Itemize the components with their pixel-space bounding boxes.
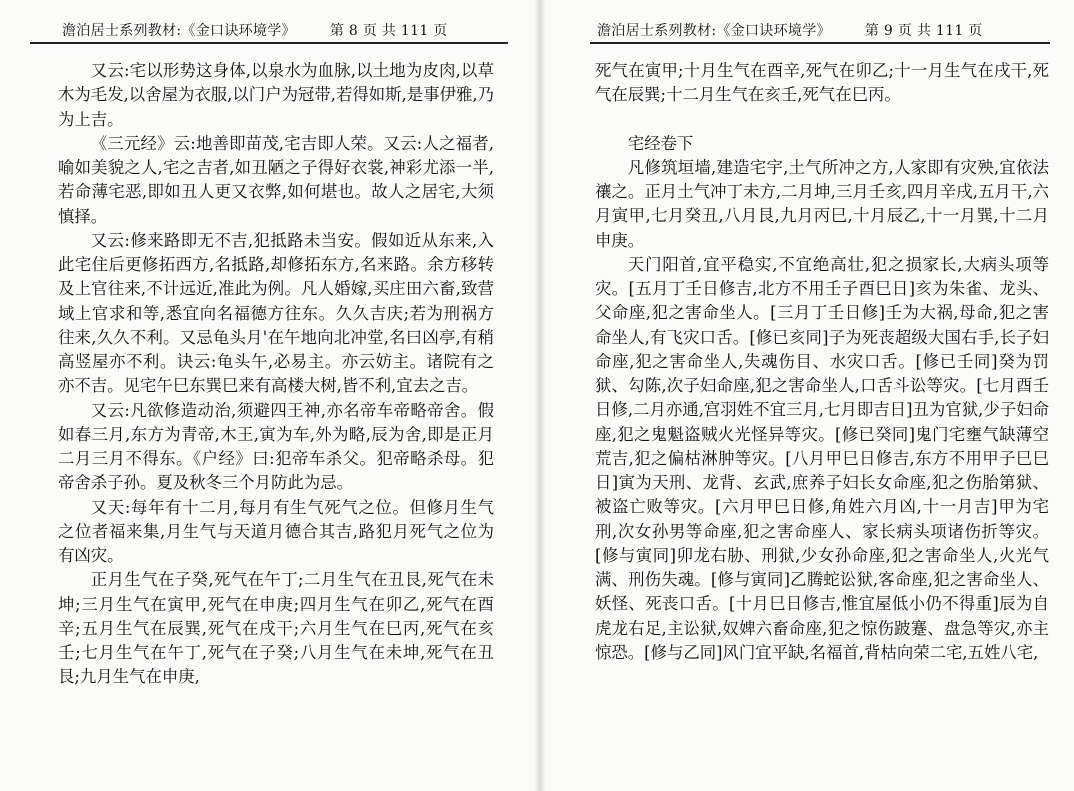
paragraph: 又天:每年有十二月,每月有生气死气之位。但修月生气之位者福来集,月生气与天道月德合其吉,路犯月死气之位为有凶灾。 (58, 497, 494, 565)
header-rule (30, 42, 508, 44)
paragraph: 又云:凡欲修造动治,须避四王神,亦名帝车帝略帝舍。假如春三月,东方为青帝,木王,寅为车,外为略,辰为舍,即是正月二月三月不得东。《户经》曰:犯帝车杀父。犯帝略杀母。犯帝舍杀子孙。夏及秋冬三个月防此为忌。 (58, 400, 494, 493)
paragraph: 死气在寅甲;十月生气在酉辛,死气在卯乙;十一月生气在戌干,死气在辰巽;十二月生气在亥壬,死气在巳丙。 (595, 61, 1049, 105)
header-page-number: 第 9 页 共 111 页 (864, 23, 983, 39)
header-page-number: 第 8 页 共 111 页 (329, 23, 448, 39)
page-header (62, 20, 448, 40)
page-header (597, 20, 983, 40)
page-body (595, 59, 1049, 665)
book-gutter (535, 0, 545, 791)
header-rule (590, 42, 1050, 44)
paragraph: 《三元经》云:地善即苗茂,宅吉即人荣。又云:人之福者,喻如美貌之人,宅之吉者,如丑陋之子得好衣裳,神彩尤添一半,若命薄宅恶,即如丑人更又衣弊,如何堪也。故人之居宅,大须慎择。 (58, 133, 494, 226)
right-page (545, 0, 1074, 791)
header-title: 澹泊居士系列教材:《金口诀环境学》 (62, 23, 296, 39)
left-page (0, 0, 535, 791)
section-heading: 宅经卷下 (627, 133, 694, 153)
paragraph: 凡修筑垣墙,建造宅宇,土气所冲之方,人家即有灾殃,宜依法禳之。正月土气冲丁未方,二月坤,三月壬亥,四月辛戌,五月干,六月寅甲,七月癸丑,八月艮,九月丙巳,十月辰乙,十一月巽,十二月申庚。 (595, 157, 1049, 250)
paragraph: 天门阳首,宜平稳实,不宜绝高壮,犯之损家长,大病头项等灾。[五月丁壬日修吉,北方不用壬子酉巳日]亥为朱雀、龙头、父命座,犯之害命坐人。[三月丁壬日修]壬为大祸,母命,犯之害命坐人,有飞灾口舌。[修已亥同]子为死丧超级大国右手,长子妇命座,犯之害命坐人,失魂伤目、水灾口舌。[修已壬同]癸为罚狱、勾陈,次子妇命座,犯之害命坐人,口舌斗讼等灾。[七月酉壬日修,二月亦通,宫羽姓不宜三月,七月即吉日]丑为官狱,少子妇命座,犯之鬼魁盗贼火光怪异等灾。[修已癸同]鬼门宅壅气缺薄空荒吉,犯之偏枯淋肿等灾。[八月甲巳日修吉,东方不用甲子巳巳日]寅为天刑、龙背、玄武,庶养子妇长女命座,犯之伤胎第狱、被盗亡败等灾。[六月甲巳日修,角姓六月凶,十一月吉]甲为宅刑,次女孙男等命座,犯之害命座人、家长病头项诸伤折等灾。[修与寅同]卯龙右胁、刑狱,少女孙命座,犯之害命坐人,火光气满、刑伤失魂。[修与寅同]乙腾蛇讼狱,客命座,犯之害命坐人、妖怪、死丧口舌。[十月巳日修吉,惟宜屋低小仍不得重]辰为自虎龙右足,主讼狱,奴婢六畜命座,犯之惊伤跛蹇、盘急等灾,亦主惊恐。[修与乙同]风门宜平缺,名福首,背枯向荣二宅,五姓八宅, (595, 254, 1049, 662)
page-body (58, 59, 494, 690)
paragraph: 又云:修来路即无不吉,犯抵路未当安。假如近从东来,入此宅住后更修拓西方,名抵路,却修拓东方,名来路。余方移转及上官往来,不计远近,准此为例。凡人婚嫁,买庄田六畜,致营域上官求和等,悉宜向名福德方往东。久久吉庆;若为刑祸方往来,久久不利。又忌龟头月'在午地向北冲堂,名曰凶亭,有稍高竖屋亦不利。诀云:龟头午,必易主。亦云妨主。诸院有之亦不吉。见宅午巳东巽巳来有高楼大树,皆不利,宜去之吉。 (58, 230, 494, 396)
header-title: 澹泊居士系列教材:《金口诀环境学》 (597, 23, 831, 39)
paragraph: 正月生气在子癸,死气在午丁;二月生气在丑艮,死气在未坤;三月生气在寅甲,死气在申庚;四月生气在卯乙,死气在酉辛;五月生气在辰巽,死气在戌干;六月生气在巳丙,死气在亥壬;七月生气在午丁,死气在子癸;八月生气在未坤,死气在丑艮;九月生气在申庚, (58, 570, 494, 687)
paragraph: 又云:宅以形势这身体,以泉水为血脉,以土地为皮肉,以草木为毛发,以舍屋为衣服,以门户为冠带,若得如斯,是事伊雅,乃为上吉。 (58, 61, 494, 129)
